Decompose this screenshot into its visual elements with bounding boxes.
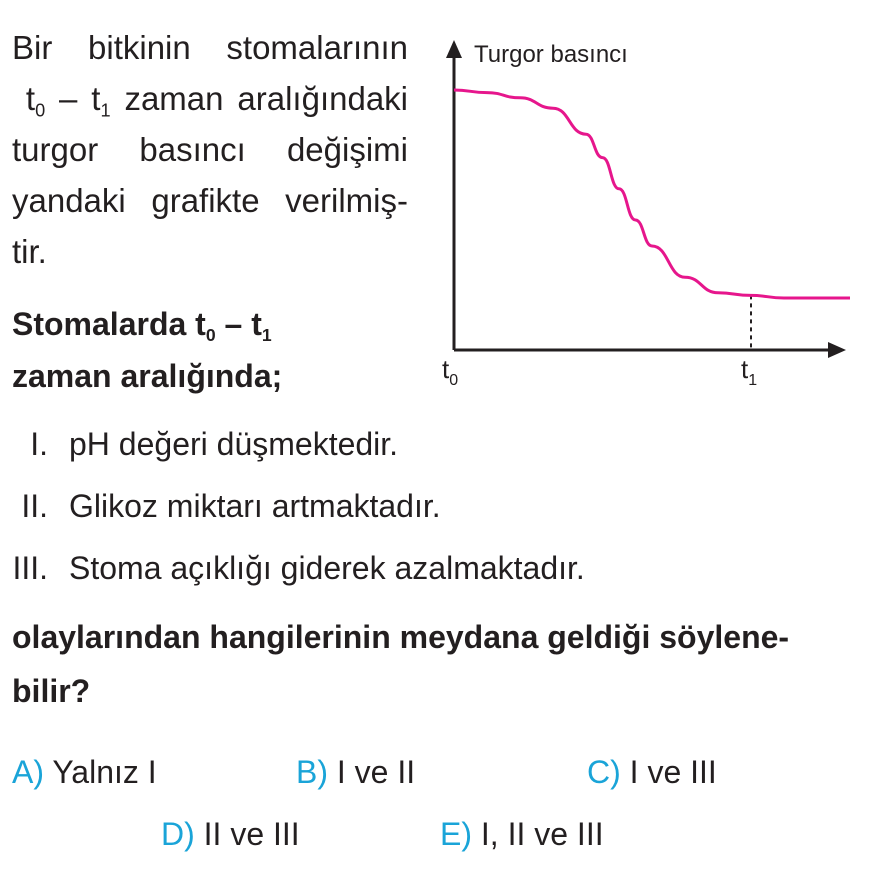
option-c[interactable] xyxy=(587,746,717,798)
option-text: Yalnız I xyxy=(44,754,157,790)
statement-text: Glikoz miktarı artmaktadır. xyxy=(69,488,441,524)
question-title xyxy=(12,298,282,402)
question-title-line-2: zaman aralığında; xyxy=(12,358,283,394)
turgor-chart xyxy=(420,30,860,400)
x-tick-t1: $t_1$ xyxy=(741,354,758,389)
t0-label: $t_0$ xyxy=(25,80,46,121)
x-axis-arrow xyxy=(828,342,846,358)
intro-line-2: $t_0 - t_1$ zaman aralığındaki xyxy=(12,73,408,124)
option-letter: B) xyxy=(296,754,328,790)
option-text: II ve III xyxy=(194,816,300,852)
statement-2 xyxy=(0,480,860,542)
statement-text: Stoma açıklığı giderek azalmaktadır. xyxy=(69,550,585,586)
option-letter: D) xyxy=(161,816,195,852)
option-letter: C) xyxy=(587,754,621,790)
option-e[interactable] xyxy=(440,808,604,860)
question-title-line-1: Stomalarda $t_0 - t_1$ xyxy=(12,306,272,346)
main-question xyxy=(12,610,862,718)
option-b[interactable] xyxy=(296,746,415,798)
statement-1 xyxy=(0,418,860,480)
intro-paragraph xyxy=(12,22,408,277)
option-a[interactable] xyxy=(12,746,157,798)
option-text: I, II ve III xyxy=(472,816,604,852)
intro-line-5: tir. xyxy=(12,233,47,270)
main-question-line-1: olaylarından hangilerinin meydana geldiği söylene- xyxy=(12,619,790,655)
statement-text: pH değeri düşmektedir. xyxy=(69,426,399,462)
option-text: I ve III xyxy=(620,754,717,790)
x-tick-t0: $t_0$ xyxy=(442,354,459,389)
statement-3 xyxy=(0,542,860,604)
statement-number: III. xyxy=(12,550,48,586)
option-text: I ve II xyxy=(328,754,416,790)
intro-line-3: turgor basıncı değişimi xyxy=(12,131,408,168)
main-question-line-2: bilir? xyxy=(12,673,91,709)
intro-line-1: Bir bitkinin stomalarının xyxy=(12,29,408,66)
option-letter: A) xyxy=(12,754,44,790)
statement-list xyxy=(0,418,860,604)
option-d[interactable] xyxy=(161,808,300,860)
statement-number: I. xyxy=(30,426,48,462)
statement-number: II. xyxy=(21,488,48,524)
intro-line-4: yandaki grafikte verilmiş- xyxy=(12,182,408,219)
y-axis-label: Turgor basıncı xyxy=(474,41,628,68)
turgor-curve xyxy=(454,90,850,298)
y-axis-arrow xyxy=(446,40,462,58)
option-letter: E) xyxy=(440,816,472,852)
